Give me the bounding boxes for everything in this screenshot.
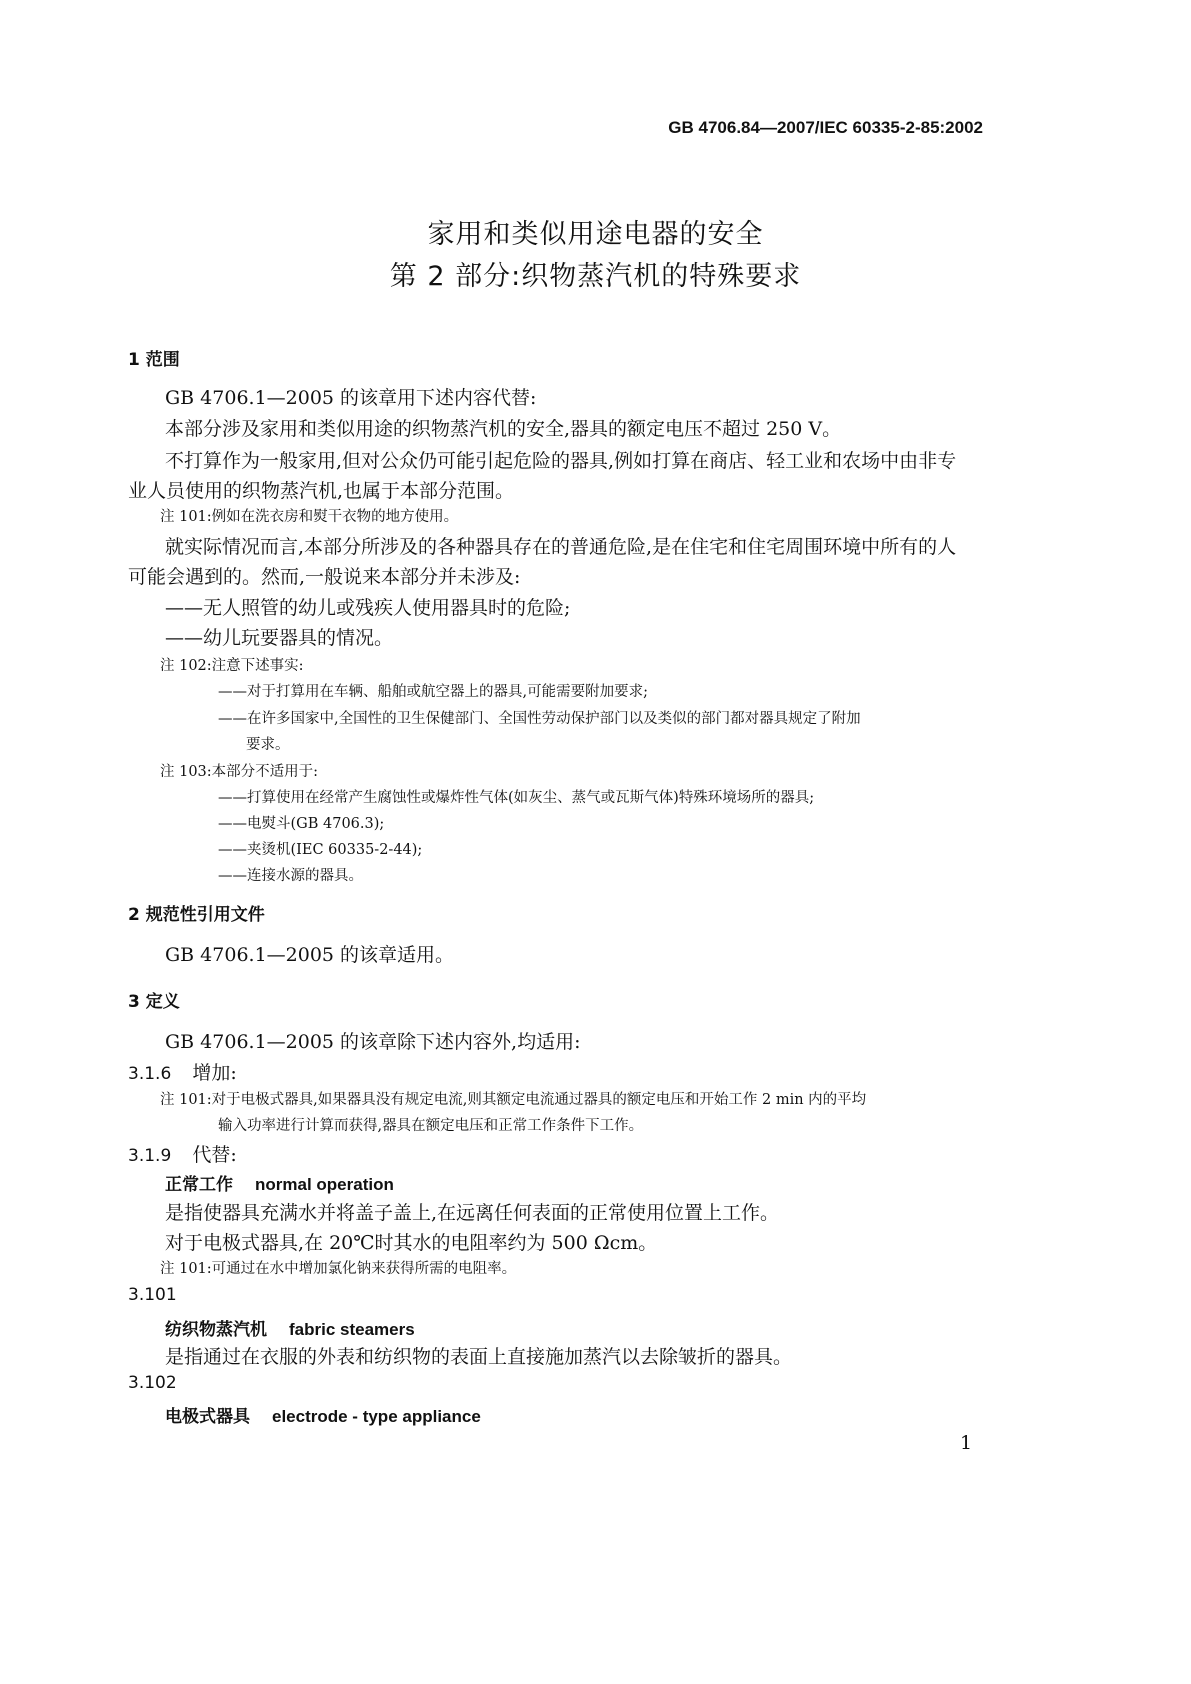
definition-3-1-9-note-101: 注 101:可通过在水中增加氯化钠来获得所需的电阻率。	[160, 1261, 517, 1277]
definition-3-102-number: 3.102	[128, 1373, 177, 1393]
section-1-para-4a: 就实际情况而言,本部分所涉及的各种器具存在的普通危险,是在住宅和住宅周围环境中所有的人	[165, 536, 957, 558]
definition-3-1-6-note-101a: 注 101:对于电极式器具,如果器具没有规定电流,则其额定电流通过器具的额定电压和开始工作 2 min 内的平均	[160, 1092, 867, 1108]
term-normal-operation-en: normal operation	[255, 1175, 394, 1194]
term-normal-operation	[165, 1170, 394, 1195]
term-electrode-type-appliance-cn: 电极式器具	[165, 1407, 250, 1427]
definition-3-1-9-para-2: 对于电极式器具,在 20℃时其水的电阻率约为 500 Ωcm。	[165, 1232, 658, 1254]
section-1-note-102: 注 102:注意下述事实:	[160, 658, 304, 674]
definition-3-1-6-note-101b: 输入功率进行计算而获得,器具在额定电压和正常工作条件下工作。	[218, 1118, 644, 1134]
term-electrode-type-appliance-en: electrode - type appliance	[272, 1407, 481, 1426]
section-1-heading: 1 范围	[128, 350, 180, 370]
term-electrode-type-appliance	[165, 1402, 481, 1427]
definition-3-1-6	[128, 1058, 237, 1085]
section-1-note-103-item-4: ——连接水源的器具。	[218, 868, 363, 884]
section-1-para-1: GB 4706.1—2005 的该章用下述内容代替:	[165, 387, 537, 409]
section-1-note-103-item-1: ——打算使用在经常产生腐蚀性或爆炸性气体(如灰尘、蒸气或瓦斯气体)特殊环境场所的器具;	[218, 790, 815, 806]
section-1-note-103: 注 103:本部分不适用于:	[160, 764, 319, 780]
term-fabric-steamers-cn: 纺织物蒸汽机	[165, 1320, 267, 1340]
standard-code-header: GB 4706.84—2007/IEC 60335-2-85:2002	[668, 118, 983, 137]
section-1-dash-2: ——幼儿玩要器具的情况。	[165, 627, 394, 649]
definition-3-1-9-action: 代替:	[192, 1144, 237, 1166]
definition-3-1-9	[128, 1140, 237, 1167]
section-1-para-3a: 不打算作为一般家用,但对公众仍可能引起危险的器具,例如打算在商店、轻工业和农场中由非专	[165, 450, 957, 472]
section-1-note-102-item-2a: ——在许多国家中,全国性的卫生保健部门、全国性劳动保护部门以及类似的部门都对器具规定了附加	[218, 711, 861, 727]
section-2-para-1: GB 4706.1—2005 的该章适用。	[165, 944, 455, 966]
section-3-para-1: GB 4706.1—2005 的该章除下述内容外,均适用:	[165, 1031, 581, 1053]
definition-3-1-6-action: 增加:	[192, 1062, 237, 1084]
section-2-heading: 2 规范性引用文件	[128, 905, 265, 925]
page-number: 1	[960, 1432, 973, 1454]
definition-3-1-6-number: 3.1.6	[128, 1064, 172, 1084]
section-1-note-102-item-1: ——对于打算用在车辆、船舶或航空器上的器具,可能需要附加要求;	[218, 684, 648, 700]
section-1-note-103-item-3: ——夹烫机(IEC 60335-2-44);	[218, 842, 423, 858]
term-normal-operation-cn: 正常工作	[165, 1175, 233, 1195]
title-line-2: 第 2 部分:织物蒸汽机的特殊要求	[389, 261, 802, 292]
definition-3-1-9-para-1: 是指使器具充满水并将盖子盖上,在远离任何表面的正常使用位置上工作。	[165, 1202, 780, 1224]
section-1-para-2: 本部分涉及家用和类似用途的织物蒸汽机的安全,器具的额定电压不超过 250 V。	[165, 418, 842, 440]
term-fabric-steamers	[165, 1315, 415, 1340]
section-1-para-3b: 业人员使用的织物蒸汽机,也属于本部分范围。	[128, 480, 515, 502]
definition-3-101-number: 3.101	[128, 1285, 177, 1305]
section-1-para-4b: 可能会遇到的。然而,一般说来本部分并未涉及:	[128, 566, 521, 588]
title-line-1: 家用和类似用途电器的安全	[427, 219, 764, 250]
section-3-heading: 3 定义	[128, 992, 180, 1012]
term-fabric-steamers-en: fabric steamers	[289, 1320, 415, 1339]
section-1-note-101: 注 101:例如在洗衣房和熨干衣物的地方使用。	[160, 509, 459, 525]
section-1-note-103-item-2: ——电熨斗(GB 4706.3);	[218, 816, 385, 832]
section-1-note-102-item-2b: 要求。	[246, 737, 290, 753]
section-1-dash-1: ——无人照管的幼儿或残疾人使用器具时的危险;	[165, 597, 571, 619]
definition-3-101-para-1: 是指通过在衣服的外表和纺织物的表面上直接施加蒸汽以去除皱折的器具。	[165, 1346, 793, 1368]
definition-3-1-9-number: 3.1.9	[128, 1146, 172, 1166]
